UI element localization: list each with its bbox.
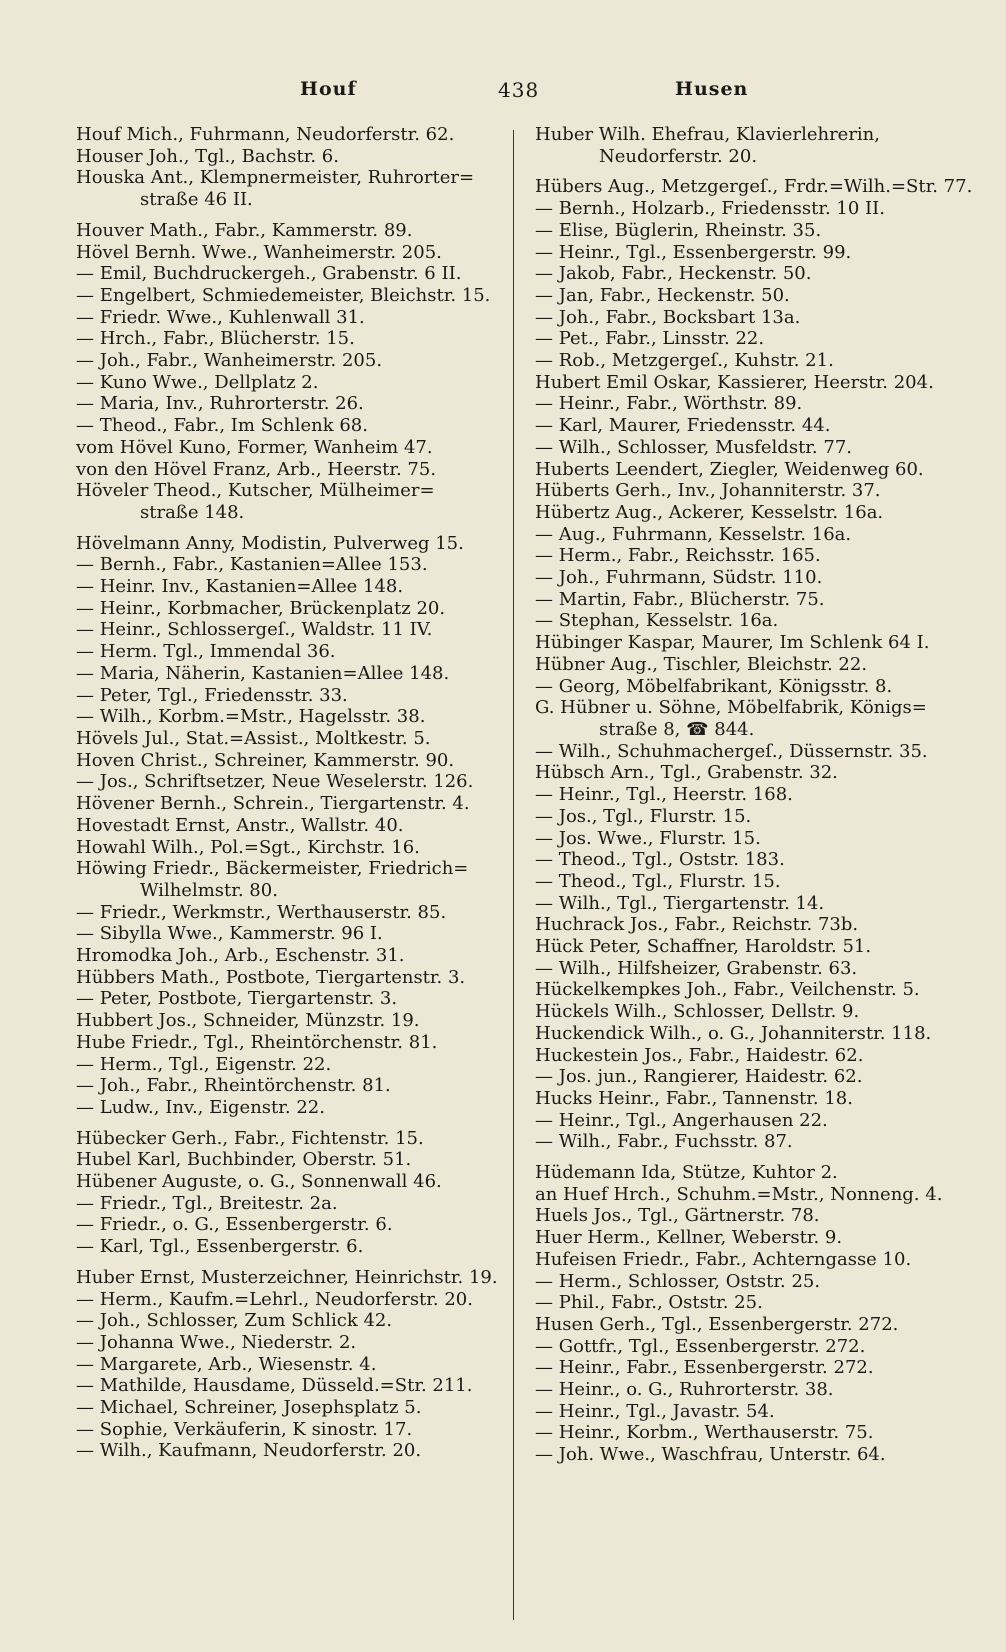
directory-entry: — Bernh., Holzarb., Friedensstr. 10 II.: [535, 198, 885, 220]
directory-entry: — Wilh., Hilfsheizer, Grabenstr. 63.: [535, 957, 858, 979]
directory-entry: — Jos. Wwe., Flurstr. 15.: [535, 827, 761, 849]
directory-entry: Howahl Wilh., Pol.=Sgt., Kirchstr. 16.: [76, 836, 420, 858]
directory-entry: Houser Joh., Tgl., Bachstr. 6.: [76, 145, 339, 167]
directory-entry: G. Hübner u. Söhne, Möbelfabrik, Königs=: [535, 697, 927, 719]
directory-entry: Hufeisen Friedr., Fabr., Achterngasse 10.: [535, 1248, 912, 1270]
directory-entry: — Heinr., Tgl., Essenbergerstr. 99.: [535, 241, 852, 263]
directory-entry: Houska Ant., Klempnermeister, Ruhrorter=: [76, 167, 475, 189]
directory-entry: — Heinr., Fabr., Essenbergerstr. 272.: [535, 1357, 874, 1379]
directory-entry: vom Hövel Kuno, Former, Wanheim 47.: [76, 436, 433, 458]
directory-entry: — Ludw., Inv., Eigenstr. 22.: [76, 1096, 325, 1118]
directory-entry: Hromodka Joh., Arb., Eschenstr. 31.: [76, 945, 405, 967]
directory-entry: Houver Math., Fabr., Kammerstr. 89.: [76, 219, 413, 241]
directory-entry: — Herm., Kaufm.=Lehrl., Neudorferstr. 20.: [76, 1288, 473, 1310]
page-header: [0, 78, 1006, 108]
directory-entry: — Heinr. Inv., Kastanien=Allee 148.: [76, 576, 404, 598]
directory-entry: — Friedr., Tgl., Breitestr. 2a.: [76, 1192, 338, 1214]
directory-entry: Huckendick Wilh., o. G., Johanniterstr. 118.: [535, 1022, 932, 1044]
directory-entry: Huchrack Jos., Fabr., Reichstr. 73b.: [535, 914, 859, 936]
directory-entry: — Elise, Büglerin, Rheinstr. 35.: [535, 219, 822, 241]
directory-entry: Husen Gerh., Tgl., Essenbergerstr. 272.: [535, 1313, 899, 1335]
directory-entry: Hübertz Aug., Ackerer, Kesselstr. 16a.: [535, 501, 884, 523]
entry-continuation-line: Neudorferstr. 20.: [599, 145, 758, 167]
directory-entry: Hübers Aug., Metzgergeſ., Frdr.=Wilh.=Str. 77.: [535, 176, 973, 198]
right-column: [535, 124, 975, 1466]
directory-entry: — Peter, Tgl., Friedensstr. 33.: [76, 684, 348, 706]
directory-entry: — Sibylla Wwe., Kammerstr. 96 I.: [76, 923, 383, 945]
directory-entry: Houf Mich., Fuhrmann, Neudorferstr. 62.: [76, 124, 455, 145]
page-number: 438: [498, 78, 540, 102]
entry-continuation-line: Wilhelmstr. 80.: [140, 879, 278, 901]
directory-entry: — Maria, Näherin, Kastanien=Allee 148.: [76, 662, 450, 684]
directory-entry: — Herm., Fabr., Reichsstr. 165.: [535, 545, 821, 567]
directory-entry: — Joh., Fabr., Wanheimerstr. 205.: [76, 350, 383, 372]
directory-entry: — Pet., Fabr., Linsstr. 22.: [535, 328, 765, 350]
entry-continuation-line: straße 8, ☎ 844.: [599, 718, 755, 740]
directory-entry: — Jakob, Fabr., Heckenstr. 50.: [535, 263, 812, 285]
directory-entry: — Wilh., Fabr., Fuchsstr. 87.: [535, 1131, 793, 1153]
directory-entry: — Wilh., Tgl., Tiergartenstr. 14.: [535, 892, 825, 914]
directory-entry: Hübsch Arn., Tgl., Grabenstr. 32.: [535, 762, 838, 784]
directory-entry: — Jos., Schriftsetzer, Neue Weselerstr. 126.: [76, 771, 474, 793]
directory-entry: Höwing Friedr., Bäckermeister, Friedrich=: [76, 858, 469, 880]
directory-entry: — Georg, Möbelfabrikant, Königsstr. 8.: [535, 675, 893, 697]
directory-entry: Hübbers Math., Postbote, Tiergartenstr. 3.: [76, 966, 466, 988]
directory-entry: Huckestein Jos., Fabr., Haidestr. 62.: [535, 1044, 864, 1066]
directory-entry: — Joh., Schlosser, Zum Schlick 42.: [76, 1310, 393, 1332]
directory-entry: — Wilh., Schuhmachergeſ., Düssernstr. 35.: [535, 740, 928, 762]
directory-entry: Hubel Karl, Buchbinder, Oberstr. 51.: [76, 1149, 412, 1171]
entry-continuation-line: straße 148.: [140, 501, 245, 523]
directory-entry: — Maria, Inv., Ruhrorterstr. 26.: [76, 393, 364, 415]
directory-entry: — Engelbert, Schmiedemeister, Bleichstr. 15.: [76, 284, 491, 306]
directory-entry: Hück Peter, Schaffner, Haroldstr. 51.: [535, 936, 872, 958]
directory-entry: Huber Wilh. Ehefrau, Klavierlehrerin,: [535, 124, 880, 145]
directory-entry: — Herm., Tgl., Eigenstr. 22.: [76, 1053, 332, 1075]
directory-entry: — Jos. jun., Rangierer, Haidestr. 62.: [535, 1066, 863, 1088]
directory-entry: — Herm., Schlosser, Oststr. 25.: [535, 1270, 821, 1292]
directory-entry: — Rob., Metzgergeſ., Kuhstr. 21.: [535, 350, 834, 372]
directory-entry: — Heinr., Tgl., Angerhausen 22.: [535, 1109, 828, 1131]
directory-entry: — Joh. Wwe., Waschfrau, Unterstr. 64.: [535, 1444, 886, 1466]
directory-entry: — Johanna Wwe., Niederstr. 2.: [76, 1331, 357, 1353]
directory-entry: — Heinr., Tgl., Javastr. 54.: [535, 1400, 775, 1422]
directory-entry: Hövel Bernh. Wwe., Wanheimerstr. 205.: [76, 241, 442, 263]
directory-entry: — Emil, Buchdruckergeh., Grabenstr. 6 II.: [76, 263, 462, 285]
entry-continuation-line: straße 46 II.: [140, 189, 253, 211]
directory-entry: — Friedr., o. G., Essenbergerstr. 6.: [76, 1214, 393, 1236]
directory-entry: — Margarete, Arb., Wiesenstr. 4.: [76, 1353, 377, 1375]
directory-entry: — Joh., Fabr., Bocksbart 13a.: [535, 306, 801, 328]
directory-entry: Hückelkempkes Joh., Fabr., Veilchenstr. 5.: [535, 979, 920, 1001]
directory-entry: an Huef Hrch., Schuhm.=Mstr., Nonneng. 4.: [535, 1183, 943, 1205]
directory-entry: Huberts Leendert, Ziegler, Weidenweg 60.: [535, 458, 924, 480]
directory-entry: Hucks Heinr., Fabr., Tannenstr. 18.: [535, 1087, 853, 1109]
directory-entry: — Aug., Fuhrmann, Kesselstr. 16a.: [535, 523, 852, 545]
directory-entry: — Heinr., Fabr., Wörthstr. 89.: [535, 393, 803, 415]
directory-entry: — Peter, Postbote, Tiergartenstr. 3.: [76, 988, 398, 1010]
directory-entry: — Mathilde, Hausdame, Düsseld.=Str. 211.: [76, 1375, 473, 1397]
directory-entry: — Gottfr., Tgl., Essenbergerstr. 272.: [535, 1335, 866, 1357]
directory-entry: Huber Ernst, Musterzeichner, Heinrichstr. 19.: [76, 1266, 498, 1288]
directory-entry: — Martin, Fabr., Blücherstr. 75.: [535, 588, 825, 610]
directory-entry: — Bernh., Fabr., Kastanien=Allee 153.: [76, 554, 428, 576]
directory-entry: Hübener Auguste, o. G., Sonnenwall 46.: [76, 1171, 442, 1193]
directory-entry: — Stephan, Kesselstr. 16a.: [535, 610, 779, 632]
directory-entry: — Karl, Tgl., Essenbergerstr. 6.: [76, 1236, 364, 1258]
directory-entry: von den Hövel Franz, Arb., Heerstr. 75.: [76, 458, 437, 480]
directory-entry: Huels Jos., Tgl., Gärtnerstr. 78.: [535, 1205, 820, 1227]
directory-entry: — Theod., Fabr., Im Schlenk 68.: [76, 415, 368, 437]
directory-entry: — Herm. Tgl., Immendal 36.: [76, 641, 336, 663]
directory-entry: Hübecker Gerh., Fabr., Fichtenstr. 15.: [76, 1127, 424, 1149]
directory-entry: Hövener Bernh., Schrein., Tiergartenstr. 4.: [76, 793, 470, 815]
directory-entry: Hubbert Jos., Schneider, Münzstr. 19.: [76, 1010, 420, 1032]
column-divider: [513, 130, 514, 1620]
directory-entry: — Heinr., Korbmacher, Brückenplatz 20.: [76, 597, 446, 619]
directory-entry: — Joh., Fuhrmann, Südstr. 110.: [535, 567, 823, 589]
directory-entry: — Wilh., Kaufmann, Neudorferstr. 20.: [76, 1440, 422, 1462]
directory-entry: — Heinr., o. G., Ruhrorterstr. 38.: [535, 1379, 834, 1401]
directory-entry: Hübner Aug., Tischler, Bleichstr. 22.: [535, 653, 868, 675]
directory-entry: — Phil., Fabr., Oststr. 25.: [535, 1292, 763, 1314]
header-right-catchword: Husen: [675, 78, 749, 100]
directory-entry: Hüberts Gerh., Inv., Johanniterstr. 37.: [535, 480, 881, 502]
directory-entry: — Wilh., Korbm.=Mstr., Hagelsstr. 38.: [76, 706, 426, 728]
directory-entry: — Joh., Fabr., Rheintörchenstr. 81.: [76, 1075, 391, 1097]
directory-entry: Hückels Wilh., Schlosser, Dellstr. 9.: [535, 1001, 860, 1023]
directory-entry: Höveler Theod., Kutscher, Mülheimer=: [76, 480, 435, 502]
directory-entry: — Sophie, Verkäuferin, K sinostr. 17.: [76, 1418, 413, 1440]
directory-entry: Hube Friedr., Tgl., Rheintörchenstr. 81.: [76, 1031, 438, 1053]
directory-entry: Hövels Jul., Stat.=Assist., Moltkestr. 5.: [76, 727, 431, 749]
directory-entry: — Friedr., Werkmstr., Werthauserstr. 85.: [76, 901, 447, 923]
directory-entry: Hoven Christ., Schreiner, Kammerstr. 90.: [76, 749, 455, 771]
directory-entry: — Heinr., Schlossergeſ., Waldstr. 11 IV.: [76, 619, 433, 641]
directory-entry: Hubert Emil Oskar, Kassierer, Heerstr. 204.: [535, 371, 934, 393]
directory-entry: — Heinr., Korbm., Werthauserstr. 75.: [535, 1422, 874, 1444]
directory-entry: — Friedr. Wwe., Kuhlenwall 31.: [76, 306, 365, 328]
directory-entry: Hüdemann Ida, Stütze, Kuhtor 2.: [535, 1162, 838, 1184]
directory-entry: — Heinr., Tgl., Heerstr. 168.: [535, 784, 793, 806]
directory-entry: — Jan, Fabr., Heckenstr. 50.: [535, 284, 790, 306]
directory-entry: — Theod., Tgl., Flurstr. 15.: [535, 870, 781, 892]
directory-entry: — Karl, Maurer, Friedensstr. 44.: [535, 415, 831, 437]
directory-entry: Hovestadt Ernst, Anstr., Wallstr. 40.: [76, 814, 404, 836]
directory-entry: Hövelmann Anny, Modistin, Pulverweg 15.: [76, 532, 464, 554]
directory-entry: — Jos., Tgl., Flurstr. 15.: [535, 805, 752, 827]
directory-entry: Hübinger Kaspar, Maurer, Im Schlenk 64 I.: [535, 632, 930, 654]
directory-entry: — Hrch., Fabr., Blücherstr. 15.: [76, 328, 355, 350]
directory-entry: — Theod., Tgl., Oststr. 183.: [535, 849, 785, 871]
header-left-catchword: Houf: [300, 78, 357, 100]
directory-entry: — Kuno Wwe., Dellplatz 2.: [76, 371, 319, 393]
directory-entry: Huer Herm., Kellner, Weberstr. 9.: [535, 1227, 843, 1249]
directory-entry: — Wilh., Schlosser, Musfeldstr. 77.: [535, 436, 852, 458]
left-column: [76, 124, 508, 1462]
directory-entry: — Michael, Schreiner, Josephsplatz 5.: [76, 1397, 422, 1419]
